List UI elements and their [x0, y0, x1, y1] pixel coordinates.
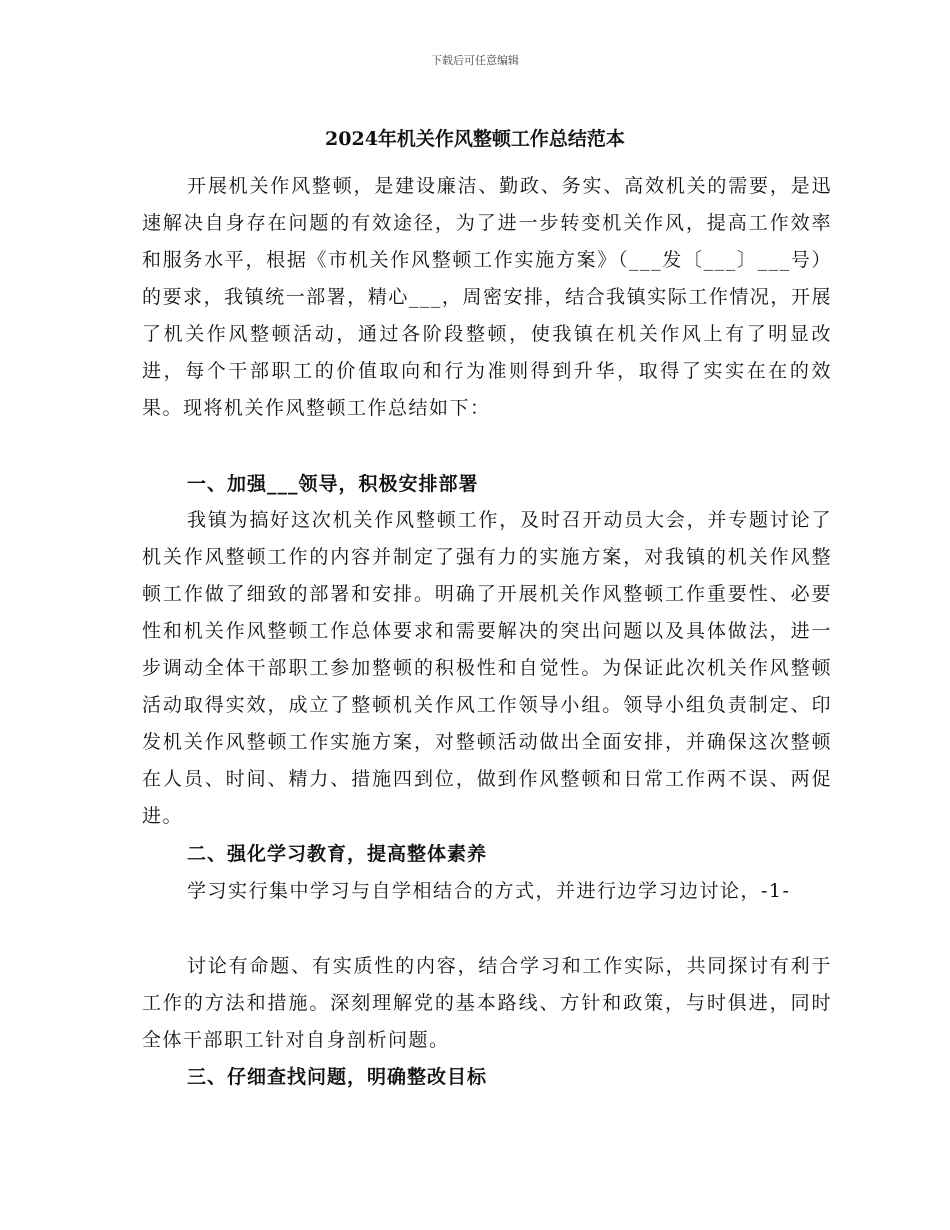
intro-paragraph: 开展机关作风整顿，是建设廉洁、勤政、务实、高效机关的需要，是迅速解决自身存在问题的有效途径，为了进一步转变机关作风，提高工作效率和服务水平，根据《市机关作风整顿工作实施方案》（___发〔___〕___号）的要求，我镇统一部署，精心___，周密安排，结合我镇实际工作情况，开展了机关作风整顿活动，通过各阶段整顿，使我镇在机关作风上有了明显改进，每个干部职工的价值取向和行为准则得到升华，取得了实实在在的效果。现将机关作风整顿工作总结如下：	[142, 175, 832, 419]
section3-heading: 三、仔细查找问题，明确整改目标	[187, 1066, 488, 1088]
header-note: 下载后可任意编辑	[431, 54, 519, 67]
section2-paragraph: 学习实行集中学习与自学相结合的方式，并进行边学习边讨论，-1-	[187, 880, 791, 902]
section2-paragraph-continued: 讨论有命题、有实质性的内容，结合学习和工作实际，共同探讨有利于工作的方法和措施。深刻理解党的基本路线、方针和政策，与时俱进，同时全体干部职工针对自身剖析问题。	[142, 955, 832, 1051]
section1-heading: 一、加强___领导，积极安排部署	[187, 473, 479, 495]
section2-heading: 二、强化学习教育，提高整体素养	[187, 843, 488, 865]
document-title: 2024年机关作风整顿工作总结范本	[325, 128, 625, 150]
section1-paragraph: 我镇为搞好这次机关作风整顿工作，及时召开动员大会，并专题讨论了机关作风整顿工作的内容并制定了强有力的实施方案，对我镇的机关作风整顿工作做了细致的部署和安排。明确了开展机关作风整顿工作重要性、必要性和机关作风整顿工作总体要求和需要解决的突出问题以及具体做法，进一步调动全体干部职工参加整顿的积极性和自觉性。为保证此次机关作风整顿活动取得实效，成立了整顿机关作风工作领导小组。领导小组负责制定、印发机关作风整顿工作实施方案，对整顿活动做出全面安排，并确保这次整顿在人员、时间、精力、措施四到位，做到作风整顿和日常工作两不误、两促进。	[142, 509, 832, 827]
